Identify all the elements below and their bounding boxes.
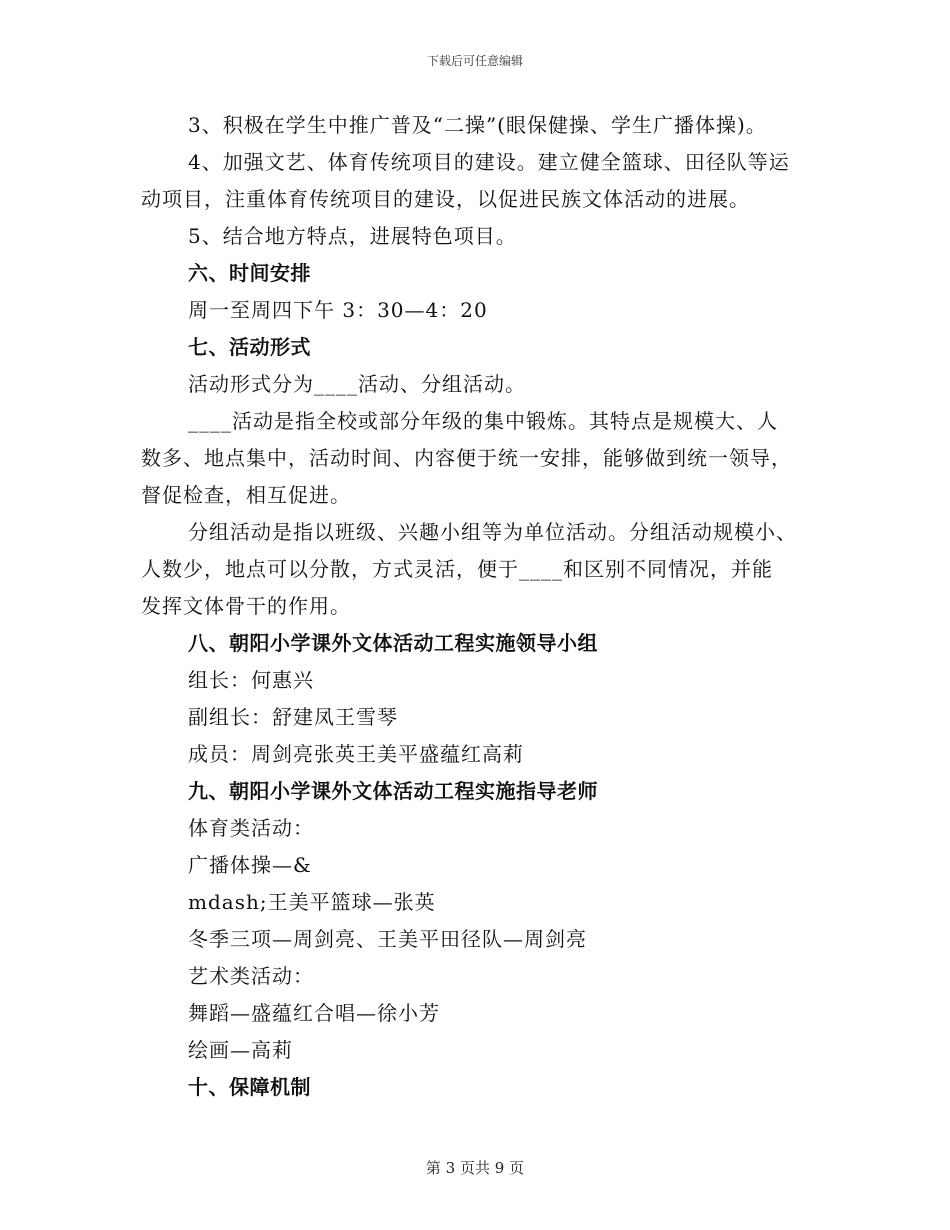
section-heading-schedule: 六、时间安排 [188, 261, 311, 285]
paragraph-item-5: 5、结合地方特点，进展特色项目。 [188, 224, 517, 248]
paragraph-item-3: 3、积极在学生中推广普及“二操”(眼保健操、学生广播体操)。 [188, 113, 767, 137]
instructor-line-5: 绘画—高莉 [188, 1038, 293, 1062]
members-line: 成员：周剑亮张英王美平盛蕴红高莉 [188, 742, 524, 766]
section-heading-leadership: 八、朝阳小学课外文体活动工程实施领导小组 [188, 631, 598, 655]
group-activity-desc-line-1: ____活动是指全校或部分年级的集中锻炼。其特点是规模大、人 [188, 409, 778, 433]
page-header: 下载后可任意编辑 [426, 54, 523, 68]
arts-category-label: 艺术类活动： [188, 964, 314, 988]
sports-category-label: 体育类活动： [188, 816, 314, 840]
sub-group-desc-line-1: 分组活动是指以班级、兴趣小组等为单位活动。分组活动规模小、 [188, 520, 797, 544]
sub-group-desc-line-3: 发挥文体骨干的作用。 [141, 594, 351, 618]
page-footer: 第 3 页共 9 页 [425, 1159, 525, 1177]
instructor-line-2: mdash;王美平篮球—张英 [188, 890, 436, 914]
section-heading-instructors: 九、朝阳小学课外文体活动工程实施指导老师 [188, 779, 598, 803]
group-activity-desc-line-2: 数多、地点集中，活动时间、内容便于统一安排，能够做到统一领导， [141, 446, 792, 470]
paragraph-item-4-line-1: 4、加强文艺、体育传统项目的建设。建立健全篮球、田径队等运 [188, 150, 790, 174]
paragraph-item-4-line-2: 动项目，注重体育传统项目的建设，以促进民族文体活动的进展。 [141, 187, 750, 211]
document-body [141, 107, 809, 1106]
instructor-line-4: 舞蹈—盛蕴红合唱—徐小芳 [188, 1001, 440, 1025]
activity-form-intro: 活动形式分为____活动、分组活动。 [188, 372, 526, 396]
section-heading-activity-form: 七、活动形式 [188, 335, 311, 359]
group-activity-desc-line-3: 督促检查，相互促进。 [141, 483, 351, 507]
section-heading-safeguards: 十、保障机制 [188, 1075, 311, 1099]
leader-line: 组长：何惠兴 [188, 668, 314, 692]
deputy-leader-line: 副组长：舒建凤王雪琴 [188, 705, 398, 729]
sub-group-desc-line-2: 人数少，地点可以分散，方式灵活，便于____和区别不同情况，并能 [141, 557, 773, 581]
schedule-text: 周一至周四下午 3：30—4：20 [188, 298, 488, 322]
instructor-line-3: 冬季三项—周剑亮、王美平田径队—周剑亮 [188, 927, 587, 951]
instructor-line-1: 广播体操—& [188, 853, 312, 877]
